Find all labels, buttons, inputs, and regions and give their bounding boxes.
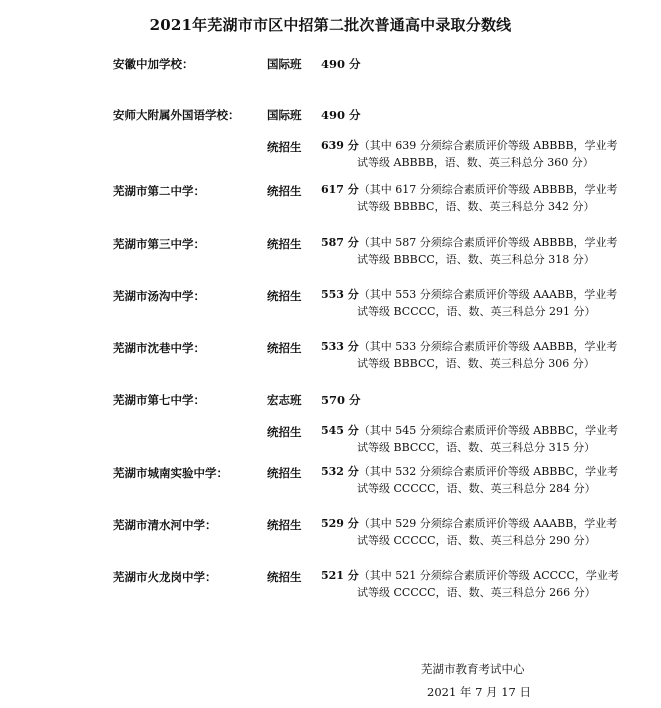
score-note xyxy=(321,463,621,497)
class-type: 国际班 xyxy=(267,57,302,71)
school-name: 芜湖市第三中学： xyxy=(113,237,205,251)
note-line-2: 试等级 CCCCC，语、数、英三科总分 284 分） xyxy=(357,482,596,495)
note-line-1: （其中 639 分须综合素质评价等级 ABBBB，学业考 xyxy=(358,139,618,152)
note-line-1: （其中 545 分须综合素质评价等级 ABBBC，学业考 xyxy=(358,424,619,437)
school-name: 安徽中加学校： xyxy=(113,57,194,71)
note-line-1: （其中 553 分须综合素质评价等级 AAABB，学业考 xyxy=(358,288,618,301)
school-name: 芜湖市第七中学： xyxy=(113,393,205,407)
class-type: 统招生 xyxy=(267,237,302,251)
note-line-2: 试等级 CCCCC，语、数、英三科总分 290 分） xyxy=(357,534,596,547)
note-line-1: （其中 587 分须综合素质评价等级 ABBBB，学业考 xyxy=(358,236,618,249)
score-note xyxy=(321,286,621,320)
class-type: 统招生 xyxy=(267,184,302,198)
class-type: 统招生 xyxy=(267,466,302,480)
note-line-2: 试等级 BBCCC，语、数、英三科总分 315 分） xyxy=(357,441,596,454)
note-line-2: 试等级 BBBBC，语、数、英三科总分 342 分） xyxy=(357,200,595,213)
note-line-1: （其中 521 分须综合素质评价等级 ACCCC，学业考 xyxy=(358,569,619,582)
note-line-2: 试等级 CCCCC，语、数、英三科总分 266 分） xyxy=(357,586,596,599)
issue-date: 2021 年 7 月 17 日 xyxy=(427,685,531,699)
school-name: 芜湖市汤沟中学： xyxy=(113,289,205,303)
note-line-2: 试等级 BBBCC，语、数、英三科总分 306 分） xyxy=(357,357,595,370)
score: 545 分 xyxy=(321,424,359,437)
class-type: 统招生 xyxy=(267,570,302,584)
score: 490 分 xyxy=(321,108,361,122)
note-line-2: 试等级 ABBBB，语、数、英三科总分 360 分） xyxy=(357,156,594,169)
class-type: 统招生 xyxy=(267,341,302,355)
score-note xyxy=(321,234,621,268)
score: 553 分 xyxy=(321,288,359,301)
school-name: 芜湖市火龙岗中学： xyxy=(113,570,217,584)
score-note xyxy=(321,515,621,549)
school-name: 芜湖市第二中学： xyxy=(113,184,205,198)
score: 532 分 xyxy=(321,465,359,478)
issuing-organization: 芜湖市教育考试中心 xyxy=(421,662,525,676)
school-name: 芜湖市清水河中学： xyxy=(113,518,217,532)
score-note xyxy=(321,422,621,456)
class-type: 宏志班 xyxy=(267,393,302,407)
score-note xyxy=(321,181,621,215)
note-line-1: （其中 529 分须综合素质评价等级 AAABB，学业考 xyxy=(358,517,618,530)
score: 617 分 xyxy=(321,183,359,196)
note-line-2: 试等级 BCCCC，语、数、英三科总分 291 分） xyxy=(357,305,596,318)
school-name: 芜湖市沈巷中学： xyxy=(113,341,205,355)
score: 587 分 xyxy=(321,236,359,249)
score: 490 分 xyxy=(321,57,361,71)
score: 639 分 xyxy=(321,139,359,152)
note-line-1: （其中 532 分须综合素质评价等级 ABBBC，学业考 xyxy=(358,465,619,478)
score: 529 分 xyxy=(321,517,359,530)
note-line-1: （其中 533 分须综合素质评价等级 AABBB，学业考 xyxy=(358,340,618,353)
class-type: 国际班 xyxy=(267,108,302,122)
score-note xyxy=(321,338,621,372)
school-name: 芜湖市城南实验中学： xyxy=(113,466,228,480)
page-title: 2021年芜湖市市区中招第二批次普通高中录取分数线 xyxy=(149,16,512,34)
class-type: 统招生 xyxy=(267,289,302,303)
score-note xyxy=(321,137,621,171)
score: 521 分 xyxy=(321,569,359,582)
note-line-2: 试等级 BBBCC，语、数、英三科总分 318 分） xyxy=(357,253,595,266)
note-line-1: （其中 617 分须综合素质评价等级 ABBBB，学业考 xyxy=(358,183,618,196)
score: 533 分 xyxy=(321,340,359,353)
class-type: 统招生 xyxy=(267,425,302,439)
class-type: 统招生 xyxy=(267,518,302,532)
score: 570 分 xyxy=(321,393,361,407)
class-type: 统招生 xyxy=(267,140,302,154)
school-name: 安师大附属外国语学校： xyxy=(113,108,240,122)
score-note xyxy=(321,567,621,601)
